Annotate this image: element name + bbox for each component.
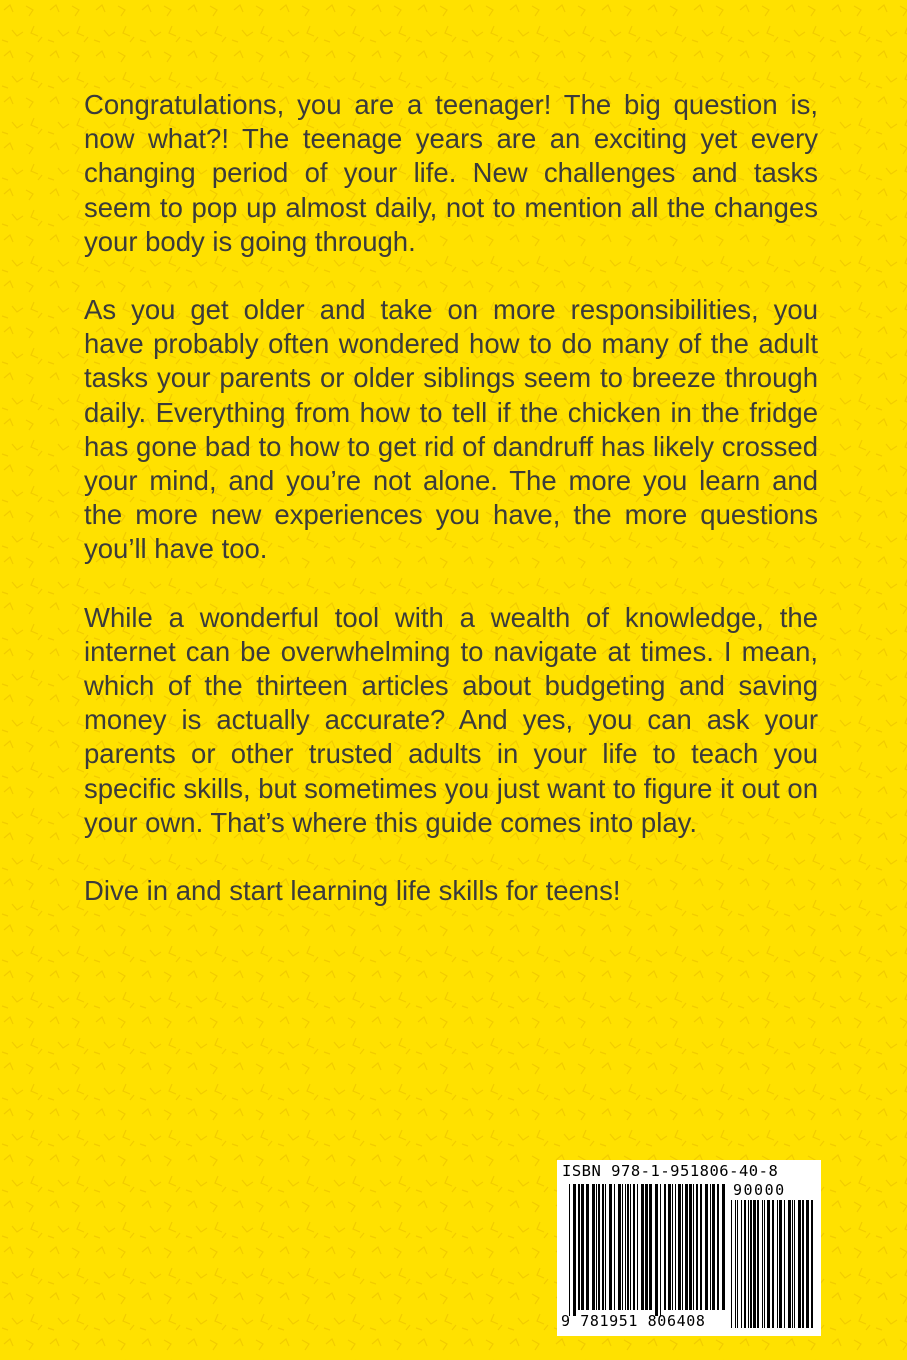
barcode-bar — [798, 1200, 801, 1328]
barcode-bar — [717, 1184, 719, 1310]
barcode-bar — [772, 1200, 774, 1328]
barcode-bar — [618, 1184, 621, 1310]
barcode-bar — [675, 1184, 676, 1310]
barcode-bar — [664, 1184, 666, 1310]
barcode-bar — [678, 1184, 681, 1310]
barcode-bar — [598, 1184, 600, 1310]
barcode-bar — [672, 1184, 673, 1310]
barcode-bar — [794, 1200, 795, 1328]
barcode-bar — [748, 1200, 749, 1328]
barcode-bar — [802, 1200, 804, 1328]
barcode-bar — [750, 1200, 752, 1328]
barcode-bar — [735, 1200, 736, 1328]
barcode-bar — [693, 1184, 694, 1310]
barcode-bar — [784, 1200, 785, 1328]
barcode-bar — [655, 1184, 658, 1316]
barcode-bar — [586, 1184, 589, 1310]
barcode-bar — [637, 1184, 638, 1310]
barcode-bar — [660, 1184, 661, 1316]
barcode-number: 9 781951 806408 — [561, 1312, 706, 1330]
barcode-bar — [767, 1200, 770, 1328]
barcode-bar — [710, 1184, 711, 1310]
barcode-bar — [753, 1200, 756, 1328]
barcode-bar — [757, 1200, 759, 1328]
barcode-bar — [581, 1184, 584, 1310]
barcode-bar — [596, 1184, 597, 1310]
barcode-bar — [689, 1184, 692, 1310]
back-cover-blurb — [84, 88, 818, 942]
barcode-bar — [792, 1200, 793, 1328]
barcode-bar — [779, 1200, 782, 1328]
barcode-bar — [625, 1184, 626, 1310]
barcode-bar — [682, 1184, 683, 1310]
barcode-bar — [764, 1200, 765, 1328]
barcode-bar — [622, 1184, 623, 1310]
blurb-paragraph-3: While a wonderful tool with a wealth of knowledge, the internet can be overwhelming to navigate at times. I mean, which of the thirteen articles about budgeting and saving money is actually accurate? And yes, you can ask your parents or other trusted adults in your life to teach you specific skills, but sometimes you just want to figure it out on your own. That’s where this guide comes into play. — [84, 601, 818, 838]
barcode-bar — [811, 1200, 813, 1328]
barcode-bar — [627, 1184, 629, 1310]
barcode-bar — [700, 1184, 702, 1310]
blurb-paragraph-2: As you get older and take on more responsibilities, you have probably often wondered how to do many of the adult tasks your parents or older siblings seem to breeze through daily. Everything from how to tell if the chicken in the fridge has gone bad to how to get rid of dandruff has likely crossed your mind, and you’re not alone. The more you learn and the more new experiences you have, the more questions you’ll have too. — [84, 294, 818, 565]
barcode-bar — [649, 1184, 652, 1310]
barcode-bar — [573, 1184, 576, 1316]
barcode-bar — [609, 1184, 612, 1310]
barcode-bar — [602, 1184, 604, 1310]
barcode-bar — [592, 1184, 595, 1310]
barcode-bar — [633, 1184, 635, 1310]
barcode-bar — [578, 1184, 580, 1310]
barcode-bar — [605, 1184, 606, 1310]
barcode-bar — [705, 1184, 708, 1310]
barcode-bar — [722, 1184, 725, 1310]
barcode-bar — [788, 1200, 791, 1328]
barcode-bars — [557, 1160, 821, 1336]
barcode-bar — [614, 1184, 615, 1310]
barcode-bar — [741, 1200, 742, 1328]
blurb-paragraph-4: Dive in and start learning life skills for teens! — [84, 875, 621, 907]
barcode-bar — [641, 1184, 644, 1310]
blurb-paragraph-1: Congratulations, you are a teenager! The big question is, now what?! The teenage years are an exciting yet every changing period of your life. New challenges and tasks seem to pop up almost daily, not to mention all the changes your body is going through. — [84, 89, 818, 257]
barcode-bar — [806, 1200, 809, 1328]
barcode-bar — [645, 1184, 648, 1310]
barcode-bar — [777, 1200, 778, 1328]
barcode-bar — [712, 1184, 715, 1310]
barcode-bar — [685, 1184, 688, 1310]
barcode-bar — [668, 1184, 671, 1310]
barcode-bar — [744, 1200, 746, 1328]
isbn-label: ISBN 978-1-951806-40-8 — [562, 1162, 779, 1180]
barcode-bar — [630, 1184, 631, 1310]
barcode-bar — [696, 1184, 698, 1310]
barcode-bar — [569, 1184, 570, 1316]
isbn-barcode — [557, 1160, 821, 1336]
barcode-bar — [737, 1200, 738, 1328]
price-addon-code: 90000 — [733, 1181, 786, 1199]
barcode-bar — [731, 1200, 732, 1328]
barcode-bar — [762, 1200, 763, 1328]
